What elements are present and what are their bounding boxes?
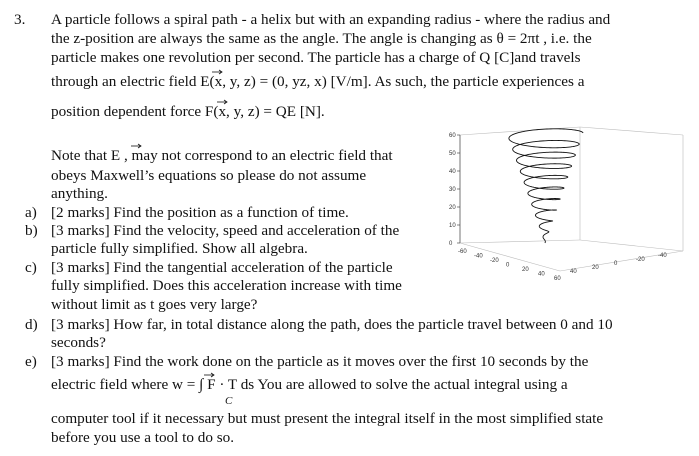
z-tick-label: 50 xyxy=(449,151,456,157)
question-number: 3. xyxy=(14,11,26,28)
intro-line-5: position dependent force F(x, y, z) = QE [N]. xyxy=(51,103,325,120)
y-tick-label: 40 xyxy=(570,269,577,275)
intro-line-4: through an electric field E(x, y, z) = (0, yz, x) [V/m]. As such, the particle experiences a xyxy=(51,73,585,90)
intro-line-1: A particle follows a spiral path - a helix but with an expanding radius - where the radius and xyxy=(51,11,611,28)
x-tick-label: -40 xyxy=(474,253,483,260)
part-e-label: e) xyxy=(25,353,37,370)
y-tick-label: -40 xyxy=(658,253,667,259)
note-line-3: anything. xyxy=(51,185,108,202)
part-e-line-3: computer tool if it necessary but must present the integral itself in the most simplified state xyxy=(51,410,604,427)
part-c-line-3: without limit as t goes very large? xyxy=(51,296,258,313)
part-b-line-1: [3 marks] Find the velocity, speed and acceleration of the xyxy=(51,222,400,239)
intro-line-3: particle makes one revolution per second. The particle has a charge of Q [C]and travels xyxy=(51,49,581,66)
z-tick-label: 10 xyxy=(449,223,456,229)
z-tick-label: 0 xyxy=(449,241,453,247)
z-tick-label: 20 xyxy=(449,205,456,211)
part-b-label: b) xyxy=(25,222,38,239)
y-tick-label: 0 xyxy=(614,261,618,267)
x-tick-label: -20 xyxy=(490,258,499,264)
z-tick-label: 60 xyxy=(449,133,456,139)
part-d-line-2: seconds? xyxy=(51,334,106,351)
intro-line-2: the z-position are always the same as the angle. The angle is changing as θ = 2πt , i.e. the xyxy=(51,30,592,47)
integral-subscript: C xyxy=(225,395,233,407)
part-a-line-1: [2 marks] Find the position as a function of time. xyxy=(51,204,349,221)
x-tick-label: -60 xyxy=(458,249,467,255)
part-c-line-1: [3 marks] Find the tangential acceleration of the particle xyxy=(51,259,393,276)
part-d-label: d) xyxy=(25,316,38,333)
part-e-line-2: electric field where w = ∫ F · T ds You are allowed to solve the actual integral using a xyxy=(51,376,568,393)
y-tick-label: 20 xyxy=(592,265,599,271)
part-e-line-1: [3 marks] Find the work done on the particle as it moves over the first 10 seconds by the xyxy=(51,353,589,370)
x-tick-label: 60 xyxy=(554,276,561,282)
x-tick-label: 40 xyxy=(538,271,545,278)
z-tick-label: 40 xyxy=(449,169,456,175)
part-b-line-2: particle fully simplified. Show all algebra. xyxy=(51,240,308,257)
part-d-line-1: [3 marks] How far, in total distance along the path, does the particle travel between 0 and 10 xyxy=(51,316,613,333)
x-tick-label: 0 xyxy=(506,262,510,269)
x-tick-label: 20 xyxy=(522,267,529,273)
note-line-2: obeys Maxwell’s equations so please do not assume xyxy=(51,167,367,184)
note-line-1: Note that E , may not correspond to an electric field that xyxy=(51,147,393,164)
y-tick-label: -20 xyxy=(636,257,645,263)
z-tick-label: 30 xyxy=(449,187,456,193)
part-a-label: a) xyxy=(25,204,37,221)
part-c-label: c) xyxy=(25,259,37,276)
part-e-line-4: before you use a tool to do so. xyxy=(51,429,235,446)
part-c-line-2: fully simplified. Does this acceleration increase with time xyxy=(51,277,402,294)
